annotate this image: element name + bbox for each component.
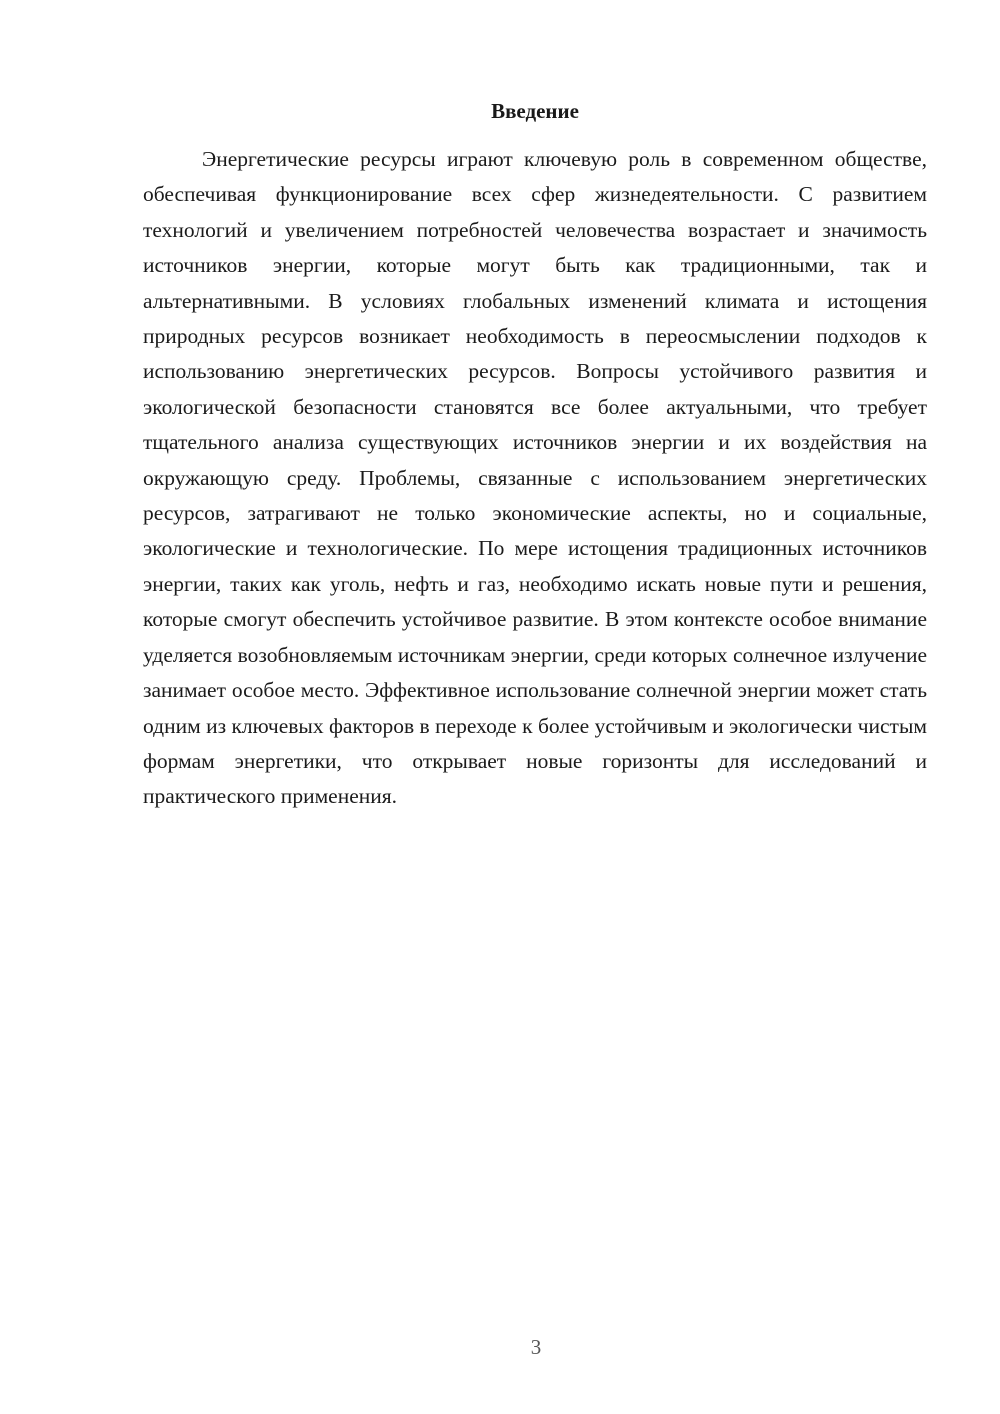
page-number: 3	[530, 1335, 542, 1359]
body-paragraph: Энергетические ресурсы играют ключевую роль в современном обществе, обеспечивая функционирование всех сфер жизнедеятельности. С развитием технологий и увеличением потребностей человечества возрастает и значимость источников энергии, которые могут быть как традиционными, так и альтернативными. В условиях глобальных изменений климата и истощения природных ресурсов возникает необходимость в переосмыслении подходов к использованию энергетических ресурсов. Вопросы устойчивого развития и экологической безопасности становятся все более актуальными, что требует тщательного анализа существующих источников энергии и их воздействия на окружающую среду. Проблемы, связанные с использованием энергетических ресурсов, затрагивают не только экономические аспекты, но и социальные, экологические и технологические. По мере истощения традиционных источников энергии, таких как уголь, нефть и газ, необходимо искать новые пути и решения, которые смогут обеспечить устойчивое развитие. В этом контексте особое внимание уделяется возобновляемым источникам энергии, среди которых солнечное излучение занимает особое место. Эффективное использование солнечной энергии может стать одним из ключевых факторов в переходе к более устойчивым и экологически чистым формам энергетики, что открывает новые горизонты для исследований и практического применения.	[143, 147, 927, 809]
section-heading: Введение	[491, 99, 579, 123]
